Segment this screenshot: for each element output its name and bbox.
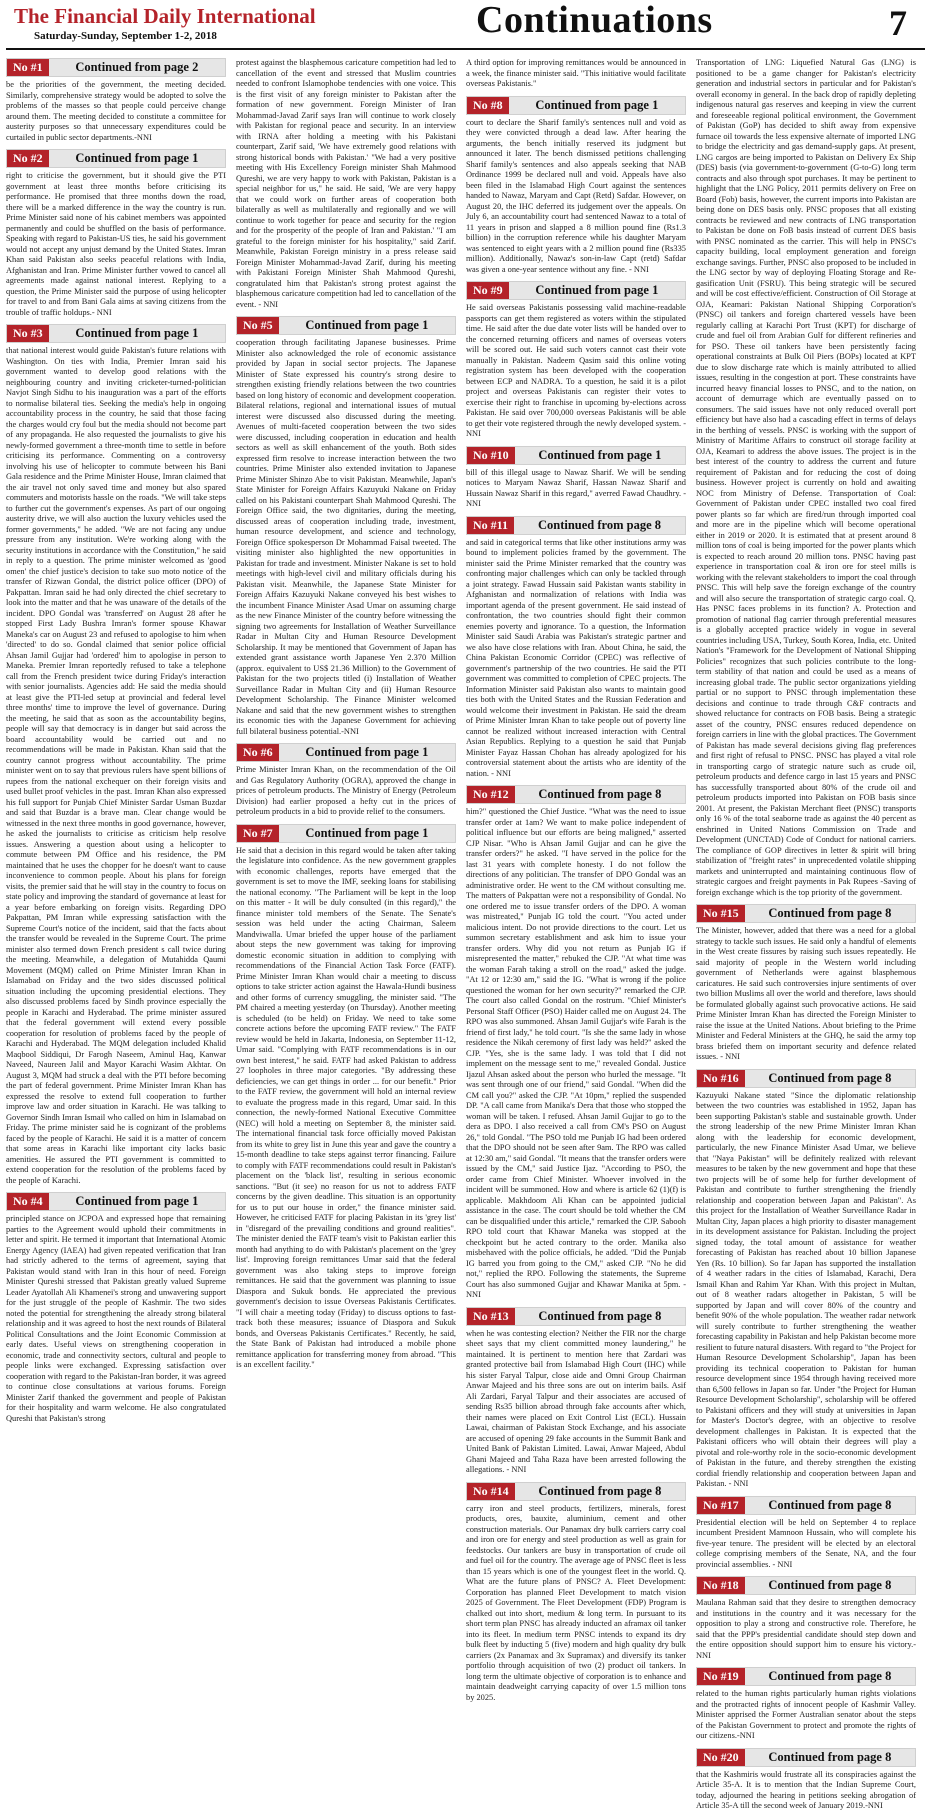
story-body: right to criticise the government, but it should give the PTI government at least three months before criticising its performance. He promised that three months down the road, there will be a marked difference in the way the country is run. Prime Minister said none of his cabinet members was appointed permanently and could be shuffled on the basis of performance. Speaking with regard to Pakistan-US ties, he said his government would not accept any unjust demand by the United States. Imran Khan said Pakistan also seeks peaceful relations with India, Afghanistan and Iran. Prime Minister further vowed to cancel all agreements made against national interest. Replying to a question, the Prime Minister said the purpose of using helicopter for travel to and from Bani Gala aims at saving citizens from the trouble of traffic holdups.- NNI bbox=[6, 171, 226, 317]
story bbox=[6, 1192, 226, 1424]
story-body: court to declare the Sharif family's sentences null and void as they were convicted through a dead law. After hearing the arguments, the bench initially reserved its judgment but announced it later. The bench dismissed petitions challenging Sharif family's sentences and also appeals seeking that NAB Ordinance 1999 be declared null and void. Appeals have also been filed in the Islamabad High Court against the sentences handed to Nawaz, Maryam and Capt (Retd) Safdar. However, on August 20, the IHC deferred its judgement over the appeals. On July 6, an accountability court had sentenced Nawaz to a total of 11 years in prison and slapped a 8 million pound fine (Rs1.3 billion) in the corruption reference while his daughter Maryam was sentenced to eight years with a 2 million pound fine (Rs335 million). Additionally, Nawaz's son-in-law Capt (retd) Safdar was given a one-year sentence without any fine. - NNI bbox=[466, 117, 686, 274]
continued-from-label: Continued from page 1 bbox=[538, 447, 662, 462]
story-number-tag: No #6 bbox=[237, 744, 279, 761]
story-body: that national interest would guide Pakistan's future relations with Washington. On ties with India, Premier Imran said his government wanted to develop good relations with the neighbouring country and inviting cricketer-turned-politician Navjot Singh Sidhu to his inauguration was a part of the efforts to normalise bilateral ties. Seeking the media's help in ongoing accountability process in the country, he said that those facing the charges would cry foul but the media should not become part of any propaganda. He also requested the journalists to give his newly-formed government a three-month time to settle in before criticising its performance. Commenting on a controversy involving his use of helicopter to commute between his Bani Gala residence and the Prime Minister House, Imran claimed that the air travel not only saved time and money but also spared commuters and motorists hassle on the roads. "We will take steps to further cut the government's expenses. As part of our ongoing austerity drive, we will also auction the luxury vehicles used the former governments," he added. "We are not facing any undue pressure from any institution. We're working along with the security institutions in accordance with the Constitution," he said in reply to a question. The prime minister welcomed as 'good omen' the chief justice's decision to take suo moto notice of the transfer of Rizwan Gondal, the district police officer (DPO) of Pakpattan. Imran said he had only directed the chief secretary to look into the matter and that he was unaware of the details of the incident. DPO Gondal was 'transferred' on August 28 after he stopped First Lady Bushra Imran's former spouse Khawar Maneka's car on August 23 and refused to apologise to him when 'directed' to do so. Gondal claimed that senior police official Ahsan Jamil Gujjar had 'ordered' him to apologise in person to Maneka. Premier Imran reportedly refused to take a telephone call from the French president twice during Friday's interaction with senior journalists. Agencies add: He said the media should at least give the PTI-led setup at provincial and federal level three months' time to improve the level of governance. During the meeting, he said that as soon as the accountability begins, people will say that democracy is in danger but said across the board accountability would be carried out and no recommendations will be made in Pakistan. Khan said that the country cannot progress without accountability. The prime minister went on to say that previous rulers have spent billions of rupees from the national exchequer on their foreign visits and used bullet proof vehicles in the past. Imran Khan also expressed his full support for Punjab Chief Minister Sardar Usman Buzdar and said that Buzdar is a brave man. Clear change would be witnessed in the next three months in good governance, however, he asked the journalists to criticise as criticism help resolve issues. Answering a question about using a helicopter to commute between PM Office and his residence, the PM maintained that he uses the chopper for he doesn't want to cause inconvenience to common people. About his plans for foreign visits, the premier said that he will stay in the country to focus on state policy and improving the standard of governance at least for a year before embarking on foreign visits. Regarding DPO Pakpattan, PM Imran while expressing satisfaction with the Supreme Court's notice of the incident, said that the facts about the transfer would be revealed in the Supreme Court. The prime minister also termed down French president s call twice during the meeting. Meanwhile, a delegation of Mutahidda Qaumi Movement (MQM) called on Prime Minister Imran Khan in Islamabad on Friday and the two sides discussed political situation including the upcoming presidential elections. They also discussed problems faced by Sindh province especially the people in Karachi and Hyderabad. The prime minister assured that the federal government will extend every possible cooperation for resolution of problems faced by the people of Karachi and Hyderabad. The MQM delegation included Khalid Maqbool Siddiqui, Dr Farogh Naseem, Aminul Haq, Kanwar Naveed, Naureen Jalil and Mayor Karachi Wasim Akhtar. On August 3, MQM had struck a deal with the PTI before becoming the part of federal government. Prime Minister Imran Khan has expressed the resolve to extend full cooperation to further improve law and order situation in Karachi. He was talking to Governor Sindh Imran Ismail who called on him in Islamabad on Friday. The prime minister said he is cognizant of the problems faced by the people of Karachi. He said it is a matter of concern that some areas in Karachi like important city lacks basic amenities. He assured the PTI government is committed to extend cooperation for the resolution of the problems faced by the people of Karachi. bbox=[6, 346, 226, 1185]
story-header bbox=[236, 824, 456, 843]
story-header bbox=[236, 743, 456, 762]
continued-from-label: Continued from page 8 bbox=[768, 906, 892, 920]
story-body: Presidential election will be held on September 4 to replace incumbent President Mamnoon Hussain, who will complete his five-year tenure. The president will be elected by an electoral college comprising members of the Senate, NA, and the four provincial assemblies. - NNI bbox=[696, 1517, 916, 1569]
story bbox=[696, 58, 916, 898]
story-number-tag: No #14 bbox=[467, 1483, 515, 1500]
story-body: Prime Minister Imran Khan, on the recommendation of the Oil and Gas Regulatory Authority (OGRA), approved the change in prices of petroleum products. The Ministry of Energy (Petroleum Division) had earlier proposed a hefty cut in the prices of petroleum products in a bid to provide relief to the consumers. bbox=[236, 765, 456, 816]
continued-from-label: Continued from page 8 bbox=[768, 1070, 892, 1085]
continued-from-label: Continued from page 8 bbox=[538, 1483, 662, 1498]
masthead bbox=[6, 0, 925, 50]
story bbox=[466, 516, 686, 780]
continued-from-label: Continued from page 1 bbox=[535, 97, 659, 112]
story-number-tag: No #16 bbox=[697, 1070, 745, 1087]
story bbox=[696, 904, 916, 1063]
story-number-tag: No #4 bbox=[7, 1193, 49, 1210]
story bbox=[466, 1307, 686, 1476]
story-number-tag: No #7 bbox=[237, 825, 279, 842]
story-body: He said that a decision in this regard would be taken after taking the legislature into confidence. As the new government grapples with economic challenges, reports have emerged that the government is set to move the IMF, seeking loans for stabilising the national economy. "The Parliament will be kept in the loop on this matter - It will be duly consulted (in this regard)," the finance minister told members of the Senate. The Senate's session was held under the acting Chairman, Saleem Mandviwalla. Umar briefed the upper house of the parliament about steps the new government was taking for improving domestic economic situation in addition to complying with recommendations of the Financial Action Task Force (FATF). Prime Minister Imran Khan would chair a meeting to discuss options to take stricter action against the Hawala-Hundi business and other forms of currency smuggling, the minister said. "The PM chaired a meeting yesterday (on Thursday). Another meeting is scheduled (to be held) on Friday. We need to take some concrete actions before the upcoming FATF review." The FATF review would be held in Jakarta, Indonesia, on September 11-12, Umar said. "Complying with FATF recommendations is in our own best interest," he said. FATF had asked Pakistan to address 27 loopholes in three major categories. "By addressing these deficiencies, we can get things in order ... for our benefit." Prior to the FATF review, the government will hold an internal review to evaluate the progress made in this regard, Umar said. In this connection, the newly-formed National Executive Committee (NEC) will hold a meeting on September 8, the minister said. The international financial task force officially moved Pakistan from its white to grey list in June this year and gave the country a 15-month deadline to take steps against terror financing. Failure to comply with FATF recommendations could result in Pakistan's placement on the 'black list', resulting in serious economic sanctions. "But (it see) no reason for us not to address FATF concerns by the given deadline. This situation is an opportunity for us to put our house in order," the finance minister said. However, he criticised FATF for placing Pakistan in its 'grey list' in "disregard of the prevailing conditions and ground realities". The minister denied the FATF team's visit to Pakistan earlier this month had anything to do with Pakistan's placement on the 'grey list'. Improving foreign remittances Umar said that the federal government was also taking steps to improve foreign remittances. He said that the government was planning to issue Diaspora and Sukuk bonds. He appreciated the previous government's decision to issue Overseas Pakistanis Certificates. "I will chair a meeting today (Friday) to discuss options to fast-track both these measures; issuance of Diaspora and Sukuk bonds, and Overseas Pakistanis Certificates." Recently, he said, the State Bank of Pakistan had introduced a mobile phone remittance application for transferring money from abroad. "This is an excellent facility." bbox=[236, 845, 456, 1369]
story bbox=[696, 1576, 916, 1661]
story-number-tag: No #1 bbox=[7, 59, 49, 76]
continued-from-label: Continued from page 8 bbox=[768, 1578, 892, 1592]
story-body: cooperation through facilitating Japanese businesses. Prime Minister also acknowledged the role of economic assistance provided by Japan in social sector projects. The Japanese Minister of State expressed his country's strong desire to strengthen existing friendly relations between the two countries based on long history of economic and development cooperation. Bilateral relations, regional and international issues of mutual interest were discussed also discussed during the meeting. Avenues of multi-faceted cooperation between the two sides were discussed, including cooperation in education and health sectors as well as skill enhancement of the youth. Both sides expressed firm resolve to increase interaction between the two countries. Prime Minister also extended invitation to Japanese Prime Minister Shinzo Abe to visit Pakistan. Meanwhile, Japan's State Minister for Foreign Affairs Kazuyuki Nakane on Friday called on his Pakistani counterpart Shah Mahmood Qureshi. The Foreign Office said, the two dignitaries, during the meeting, discussed areas of cooperation including trade, investment, human resource development, and science and technology, Foreign Office spokesperson Dr Mohammad Faisal tweeted. The visiting minister also highlighted the new opportunities in Pakistan for trade and investment. Minister Nakane is set to hold meetings with high-level civil and military officials during his Pakistan visit. Meanwhile, the Japanese State Minister for Foreign Affairs Kazuyuki Nakane conveyed his best wishes to the incumbent Finance Minister Asad Umar on assuming charge as the new Finance Minister of the country before witnessing the signing two agreements for Installation of Weather Surveillance Radar in Multan City and Human Resource Development Scholarship. It may be mentioned that Government of Japan has extended grant assistance worth Japanese Yen 2.370 Million (approx. equivalent to US$ 21.36 Million) to the Government of Pakistan for the two projects titled (i) Installation of Weather Surveillance Radar in Multan City and (ii) Human Resource Development Scholarship. The Finance Minister welcomed Nakane and said that the new government wishes to strengthen its economic ties with the Japanese Government for achieving full bilateral business potential.-NNI bbox=[236, 338, 456, 736]
story-header bbox=[236, 316, 456, 335]
story bbox=[466, 446, 686, 510]
story-body: bill of this illegal usage to Nawaz Sharif. We will be sending notices to Maryam Nawaz Sharif, Hassan Nawaz Sharif and Hussain Nawaz Sharif in this regard," averred Fawad Chaudhry. - NNI bbox=[466, 467, 686, 508]
story bbox=[466, 96, 686, 276]
article-columns bbox=[0, 50, 931, 1810]
story-number-tag: No #13 bbox=[467, 1308, 515, 1325]
story-header bbox=[6, 58, 226, 77]
story bbox=[6, 58, 226, 143]
story-number-tag: No #8 bbox=[467, 97, 509, 114]
story bbox=[236, 58, 456, 310]
story bbox=[236, 824, 456, 1371]
continued-from-label: Continued from page 1 bbox=[75, 1194, 199, 1208]
story-body: The Minister, however, added that there was a need for a global strategy to tackle such issues. He said only a handful of elements in the West create fissures by raising such issues repeatedly. He said majority of people in the Western world including government of Netherlands were against blasphemous caricatures. He said such controversies injure sentiments of over two billion Muslims all over the world and therefore, laws should be formulated globally against such provocative actions. He said Prime Minister Imran Khan has directed the Foreign Minister to raise the issue at the United Nations. About briefing to the Prime Minister and Federal Ministers at the GHQ, he said the army top brass briefed them on important security and defence related issues. - NNI bbox=[696, 926, 916, 1061]
story-header bbox=[466, 785, 686, 804]
story-number-tag: No #10 bbox=[467, 447, 515, 464]
story-body: A third option for improving remittances would be announced in a week, the finance minister said. "This initiative would facilitate overseas Pakistanis." bbox=[466, 58, 686, 88]
story bbox=[6, 324, 226, 1186]
story-body: Kazuyuki Nakane stated "Since the diplomatic relationship between the two countries was established in 1952, Japan has been supporting Pakistan's stable and sustainable growth. Under the strong leadership of the new Prime Minister Imran Khan along with the leadership for economic development, particularly, the new Finance Minister Asad Umar, we believe that "Naya Pakistan" will be definitely realized with relevant measures to be taken by the new government and hope that these two projects will be of some help for further development of Pakistan and contribute to further strengthening the friendly relationship and cooperation between Japan and Pakistan". As this project for the Installation of Weather Surveillance Radar in Multan City, Japan places a high priority to disaster management in its development assistance for Pakistan. Including the project signed today, the total amount of assistance for weather forecasting of Pakistan has reached about 10 billion Japanese Yen (Rs. 10 billion). So far Japan has supported the installation of 4 weather radars in the cities of Islamabad, Karachi, Dera Ismail Khan and Rahim Yar Khan. With this project in Multan, out of 8 weather radars altogether in Pakistan, 5 will be supported by Japan and will cover 80% of the country and benefit 90% of the whole population. The weather radar network will surely contribute to further strengthening the weather forecasting capability in Pakistan and help Pakistan become more resilient to future natural disasters. With regard to "the Project for Human Resource Development Scholarship", Japan has been providing its technical cooperation to Pakistan for human resource development since 1954 through having received more than 6,500 fellows in Japan so far. Under "the Project for Human Resource Development Scholarship", scholarship will be offered to Pakistani officers and they will study at universities in Japan for Master's Doctor's degree, with an objective to resolve development challenges in Pakistan. It is expected that the Pakistani officers who will obtain their degrees will play a pivotal and role-worthy role in the socio-economic development of Pakistan in the future, and thereby strengthen the existing cordial friendly relationship and cooperation between Japan and Pakistan. - NNI bbox=[696, 1090, 917, 1488]
story-body: Transportation of LNG: Liquefied Natural Gas (LNG) is positioned to be a game changer for Pakistan's electricity generation and industrial sectors in particular and for Pakistan's overall economy in general. In the back drop of rapidly depleting indigenous natural gas reserves and keeping in view the current and foreseeable regional political environment, the Government of Pakistan (GoP) has decided to shift away from expensive furnace oil towards the less expensive alternate of imported LNG to bridge the electricity and gas demand-supply gaps. At present, LNG cargos are being imported to Pakistan on Delivery Ex Ship (DES) basis (via government-to-government (G-to-G) long term contracts and also through spot purchases. It may be pertinent to highlight that the LNG Policy, 2011 permits delivery on Free on Board (Fob) basis, however, the current imports into Pakistan are being done on DES basis only. PNSC proposes that all existing contracts be reviewed and new contracts of LNG transportation to Pakistan be done on FoB basis instead of current DES basis with PNSC nominated as the carrier. This will help in PNSC's capacity building, local employment generation and foreign exchange savings. Further, PNSC also proposed to be included in the LNG sector by way of deploying Floating Storage and Re-gasification Unit (FSRU). This being strategic will be secured and will be cost effective/efficient. Construction of Oil Storage at OJA, Keamari: Pakistan National Shipping Corporation's (PNSC) oil tankers and foreign chartered vessels have been regularly calling at Karachi Port Trust (KPT) for discharge of crude and fuel oil from Arabian Gulf for different refineries and for PSO. These oil tankers have been persistently facing operational constraints at Bulk Oil Piers (BOPs) located at KPT due to slow discharge rate which is mainly attributed to allied issues, resulting in the congestion at port. These constraints have incurred heavy financial losses to PNSC, and to the nation, on account of demurrage which are eventually passed on to consumers. The said issues have not only reduced overall port efficiency but have also had a cascading effect in terms of delays in the berthing of vessels. PNSC is working with the support of Ministry of Maritime Affairs to construct oil storage facility at OJA, Keamari to address the above issues. The project is in the best interest of the country to address the current and future requirement of Pakistan and for reducing the cost of doing business. However project is currently on hold and awaiting NOC from Ministry of Defense. Transportation of Coal: Government of Pakistan under CPEC installed two coal fired power plants so far which are fired/run through imported coal and more are in the pipeline which will become operational either in 2019 or 2020. It is estimated that at present around 8 million tons of coal is being imported for the power plants which is expected to reach around 20 million tons. PNSC having past experience in transportation coal & iron ore for steel mills is working with the relevant stakeholders to import the coal through PNSC. This will help save the foreign exchange of the country and will also secure the transportation of strategic cargo coal. Q. Has PNSC faces problems in its function? A. Protection and promotion of national flag carrier through preferential measures is a globally accepted practice widely in vogue in several countries including USA, Turkey, South Korea, India, etc. United Nation's "Framework for the Development of National Shipping Policies" recognizes that such policies contribute to the long-term stability of that nation and could be used as a means of increasing global trade. The public sector organizations yielding partial or no support to PNSC through implementation these decisions and continue to trade through C&F contracts and showed reluctance for contracts on FOB basis. Being a strategic asset of the country, PNSC ensures reduced dependence on foreign carriers in line with the global practices. The Government of Pakistan has made several decisions giving flag preferences and first right of refusal to PNSC. PNSC has played a vital role in transporting cargo of strategic nature such as crude oil, petroleum products and defence cargo in last 15 years and PNSC has successfully transported about 80% of the crude oil and petroleum products imported into Pakistan on FOB basis since 2001. At present, the Pakistan Merchant fleet (PNSC) transports only 16 % of the total seaborne trade as against the 40 percent as enshrined in United Nations Commission on Trade and Development (UNCTAD) Code of Conduct for national carriers. The compliance of GOP directives in letter & spirit will bring stabilization of "freight rates" in unprecedented volatile shipping markets and uninterrupted and maintaining continuous flow of strategic cargoes and freight payments in Pak Rupees -Saving of foreign exchange which is the top priority of the government. bbox=[696, 58, 916, 897]
story-number-tag: No #11 bbox=[467, 517, 514, 534]
story-number-tag: No #15 bbox=[697, 905, 745, 922]
story bbox=[466, 785, 686, 1301]
story-header bbox=[466, 1307, 686, 1326]
story-number-tag: No #20 bbox=[697, 1749, 745, 1766]
column-1 bbox=[6, 58, 226, 1552]
continued-from-label: Continued from page 1 bbox=[305, 825, 429, 840]
story bbox=[6, 149, 226, 318]
story-header bbox=[466, 96, 686, 115]
story-body: protest against the blasphemous caricature competition had led to cancellation of the event and stressed that Muslim countries needed to confront Islamophobe tendencies with one voice. This is the first visit of any foreign minister to Pakistan after the formation of new government. Foreign Minister of Iran Mohammad-Javad Zarif says Iran will continue to work closely with Pakistan for regional peace and security. In an interview with IRNA after holding a meeting with his Pakistani counterpart, Zarif said, 'We have extremely good relations with strong historical bonds with Pakistan.' "We had a very positive meeting with His Excellency Foreign minister Shah Mahmood Qureshi, we are very happy to work with Pakistan, Pakistan is a special neighbor for us," he said. He said, 'We are very happy that we could work on further areas of cooperation both bilaterally as well as multilaterally and regionally and we will continue to work together for peace and security for the region and for the prosperity of the people of Iran and Pakistan.' "I am grateful to the foreign minister for his hospitality," said Zarif. Meanwhile, Pakistan Foreign ministry in a press release said Foreign Minister Mohammad-Javad Zarif, during his meeting with Pakistani Foreign Minister Shah Mahmood Qureshi, congratulated him that Pakistan's strong protest against the blasphemous caricature competition had led to cancellation of the event. - NNI bbox=[236, 58, 456, 309]
story-header bbox=[466, 446, 686, 465]
continued-from-label: Continued from page 8 bbox=[538, 787, 662, 801]
story-body: when he was contesting election? Neither the FIR nor the charge sheet says that my client committed money laundering," he maintained. It is pertinent to mention here that Zardari was granted protective bail from Islamabad High Court (IHC) while his sister Faryal Talpur, close aide and Omni Group Chairman Anwar Majeed and his three sons are out on interim bails. Asif Ali Zardari, Faryal Talpur and their associates are accused of sending Rs35 billion abroad through fake accounts after which, their names were placed on Exit Control List (ECL). Hussain Lawai, chairman of Pakistan Stock Exchange, and his associate are accused of opening 29 fake accounts in the Summit Bank and United Bank of Pakistan Limited. Lawai, Anwar Majeed, Abdul Ghani Majeed and Taha Raza have been arrested following the allegations. - NNI bbox=[466, 1328, 686, 1474]
story-number-tag: No #18 bbox=[697, 1577, 745, 1594]
story-number-tag: No #12 bbox=[467, 786, 515, 803]
story bbox=[696, 1748, 916, 1812]
paper-name: The Financial Daily International bbox=[14, 4, 316, 28]
continued-from-label: Continued from page 8 bbox=[538, 1308, 662, 1323]
story-body: Maulana Rahman said that they desire to strengthen democracy and institutions in the country and it was necessary for the opposition to play a strong and constructive role. Therefore, he said that the PPP's presidential candidate should step down and the entire opposition should support him to ensure his victory.-NNI bbox=[696, 1598, 916, 1660]
story-number-tag: No #5 bbox=[237, 317, 279, 334]
story-body: He said overseas Pakistanis possessing valid machine-readable passports can get them registered as voters within the stipulated time. He said after the due date voter lists will be handed over to the concerned returning officers and names of overseas voters will be scored out. He said such voters cannot cast their vote manually in Pakistan. Nadeem Qasim said this online voting registration system has been developed with the cooperation between ECP and NADRA. To a question, he said it is a pilot project and overseas Pakistanis can register their votes to exercise their right to franchise in upcoming by-elections across Pakistan. He said over 700,000 overseas Pakistanis will be able to get their vote registered through the newly developed system. - NNI bbox=[466, 303, 686, 438]
continued-from-label: Continued from page 1 bbox=[75, 326, 199, 340]
story-number-tag: No #17 bbox=[697, 1497, 745, 1514]
continued-from-label: Continued from page 1 bbox=[535, 283, 659, 297]
issue-date: Saturday-Sunday, September 1-2, 2018 bbox=[34, 30, 217, 42]
story-header bbox=[696, 904, 916, 923]
column-2 bbox=[236, 58, 456, 1552]
continued-from-label: Continued from page 2 bbox=[75, 60, 199, 74]
story-body: and said in categorical terms that like other institutions army was bound to implement policies framed by the government. The minister said the Prime Minister remarked that the country was confronting major challenges which can only be tackled through a joint strategy. Fawad Hussain said Pakistan wants stability in Afghanistan and normalization of relations with India was important agenda of the present government. He said instead of confrontation, the two countries should fight their common enemies poverty and ignorance. To a question, the Information Minister said Saudi Arabia was Pakistan's strategic partner and we also have close relations with Iran. About China, he said, the China Pakistan Economic Corridor (CPEC) was reflective of government's partnership of the two countries. He said the PTI government was committed to completion of CPEC projects. The Information Minister said Pakistan also wants to maintain good ties both with the United States and the Russian Federation and would welcome their investment in Pakistan. He said the dream of Prime Minister Imran Khan to take people out of poverty line cannot be realized without increased interaction with Central Asian Republics. Replying to a question he said that Punjab Minister Fayaz Hassan Chohan has already apologized for his controversial statement about the artists who are identity of the nation. - NNI bbox=[466, 537, 686, 778]
story bbox=[466, 1482, 686, 1704]
story bbox=[466, 281, 686, 440]
story bbox=[236, 743, 456, 818]
story-header bbox=[696, 1667, 916, 1686]
story bbox=[696, 1667, 916, 1742]
story bbox=[236, 316, 456, 737]
story bbox=[466, 58, 686, 90]
story-header bbox=[466, 281, 686, 300]
story-number-tag: No #2 bbox=[7, 150, 49, 167]
column-4 bbox=[696, 58, 917, 1810]
story-header bbox=[466, 516, 686, 535]
story-number-tag: No #19 bbox=[697, 1668, 745, 1685]
continued-from-label: Continued from page 1 bbox=[305, 318, 429, 332]
continued-from-label: Continued from page 8 bbox=[537, 517, 662, 532]
continued-from-label: Continued from page 1 bbox=[305, 745, 429, 759]
story-header bbox=[696, 1496, 916, 1515]
story-header bbox=[6, 324, 226, 343]
section-title: Continuations bbox=[476, 0, 713, 41]
story-body: carry iron and steel products, fertilizers, minerals, forest products, ores, bauxite, aluminium, cement and other construction materials. Our Panamax dry bulk carriers carry coal and iron ore for energy and steel production as well as grain for feedstocks. Our tankers are busy in transportation of crude oil and fuel oil for the country. The average age of PNSC fleet is less than 15 years which is one of the youngest fleet in the world. Q. What are the future plans of PNSC? A. Fleet Development: Corporation has planned Fleet Development to match vision 2025 of Government. The Fleet Development (FDP) Program is chalked out into short, medium & long term. In pursuant to its short term plan PNSC has already inducted an aframax oil tanker into its fleet. In medium term PNSC intends to expand its dry bulk fleet by inducting 5 (five) modern and high quality dry bulk carriers (2x Panamax and 3x Supramax) and diversify its tanker portfolio through acquisition of two (2) product oil tankers. In long term the ultimate objective of corporation is to enhance and maintain deadweight carrying capacity of over 1.5 million tons by 2025. bbox=[466, 1503, 686, 1702]
continued-from-label: Continued from page 8 bbox=[768, 1669, 892, 1683]
page-number: 7 bbox=[889, 3, 907, 43]
story bbox=[696, 1069, 916, 1490]
story-body: be the priorities of the government, the meeting decided. Similarly, comprehensive strategy would be adopted to solve the problems of the masses so that people could perceive change around them. The meeting decided to constitute a committee for austerity purposes so that unnecessary expenditures could be curtailed in public sector departments.-NNI bbox=[6, 80, 226, 142]
continued-from-label: Continued from page 1 bbox=[75, 151, 199, 165]
continued-from-label: Continued from page 8 bbox=[768, 1497, 892, 1512]
story bbox=[696, 1496, 916, 1571]
story-header bbox=[6, 149, 226, 168]
story-body: that the Kashmiris would frustrate all its conspiracies against the Article 35-A. It is to mention that the Indian Supreme Court, today, adjourned the hearing in petitions seeking abrogation of Article 35-A till the second week of January 2019.-NNI bbox=[696, 1769, 916, 1810]
story-number-tag: No #9 bbox=[467, 282, 509, 299]
story-body: related to the human rights particularly human rights violations and the protracted rights of innocent people of Kashmir Valley. Minister apprised the Former Australian senator about the steps of the Pakistan Government to protect and promote the rights of our citizens.-NNI bbox=[696, 1689, 916, 1740]
story-header bbox=[696, 1576, 916, 1595]
continued-from-label: Continued from page 8 bbox=[768, 1749, 892, 1764]
story-body: principled stance on JCPOA and expressed hope that remaining parties to the Agreement would uphold their commitments in letter and spirit. He termed it important that International Atomic Energy Agency (IAEA) had given repeated verification that Iran had strictly adhered to the terms of agreement, saying that Pakistan would stand with Iran in this hour of need. Foreign Minister Qureshi stressed that Pakistan greatly valued Supreme Leader Ayatollah Ali Khamenei's strong and unwavering support for the just struggle of the people of Kashmir. The two sides noted the potential for strengthening the already strong bilateral relationship and it was agreed to host the next rounds of Bilateral Political Consultations and the Joint Economic Commission at early dates. Useful views on strengthening cooperation in economic, trade and connectivity sectors, cultural and people to people links were exchanged. Expressing satisfaction over cooperation with regard to the Pakistan-Iran border, it was agreed to continue close consultations at various forums. Foreign Minister Zarif thanked the government and people of Pakistan for their hospitality and warm welcome. He also congratulated Qureshi that Pakistan's strong bbox=[6, 1214, 226, 1423]
story-body: him?" questioned the Chief Justice. "What was the need to issue transfer order at 1am? We want to make police independent of political influence but our efforts are being maligned," asserted CJP Nisar. "Who is Ahsan Jamil Gujjar and can he give the transfer orders?" he asked. "I have served in the police for the last 31 years with complete honesty. I do not follow the directions of any politician. The transfer of DPO Gondal was an administrative order. He went to the CM without consulting me. The matters of Pakpattan were not a responsibility of Gondal. No one ordered me to issue transfer orders of the DPO. A woman was mistreated," Punjab IG told the court. "You acted under malicious intent. Do not provide directions to the court. Let us summon secretary establishment and ask him to issue your transfer orders. Why did you not return as Punjab IG if misrepresented the matter," rebuked the CJP. "At what time was the woman Farah taking a stroll on the road," asked the judge. "At 12 or 12:30 am," said the IG. "What is wrong if the police questioned the woman for her own security?" remarked the CJP. The court also called Gondal on the rostrum. "Chief Minister's Personal Staff Officer (PSO) Haider called me on August 24. The RPO was also summoned. Ahsan Jamil Gujjar's wife Farah is the friend of first lady," he told court. "Is she the same lady in whose residence the Nikah ceremony of first lady was held?" asked the CJP. "Yes, she is the same lady. I was told that I did not implement on the message sent to me," revealed Gondal. Justice Ijazul Ahsan asked about the person who hurled the message. "It was sent through one of our friend," said Gondal. "When did the CM call you?" asked the CJP. "At 10pm," replied the suspended DP. "A call came from Manika's Dera that those who stopped the woman will be taken. I refused. Ahsan Jamil Gujjar to go to the dera as DPO. I also received a call from CM's PSO on August 26," told Gondal. "The PSO told me Punjab IG had been ordered that the DPO should not be seen after 9am. The RPO was called at 12:30 am," said Gondal. "It means that the transfer orders were issued by the CM," said Justice Ijaz. "According to PSO, the order came from Chief Minister. Whoever involved in the incident will be summoned. How and where is article 62 (1)(f) is applicable. Makhdoom Ali Khan can be appointed judicial assistance in the case. The court should be told whether the CM can be disqualified under this article," remarked the CJP. Sabooh RPO told court that Khawar Maneka was stopped at the checkpoint but he acted contrary to the order. Manika also misbehaved with the police officials, he added. "Did the Punjab IG barred you from going to the CM," asked CJP. "No he did not," replied the RPO. Following the statements, the Supreme Court has also summoned Gujjar and Khawar Manika at 5pm. - NNI bbox=[466, 807, 686, 1299]
story-header bbox=[696, 1069, 916, 1088]
story-number-tag: No #3 bbox=[7, 325, 49, 342]
story-header bbox=[6, 1192, 226, 1211]
story-header bbox=[696, 1748, 916, 1767]
column-3 bbox=[466, 58, 686, 1702]
story-header bbox=[466, 1482, 686, 1501]
